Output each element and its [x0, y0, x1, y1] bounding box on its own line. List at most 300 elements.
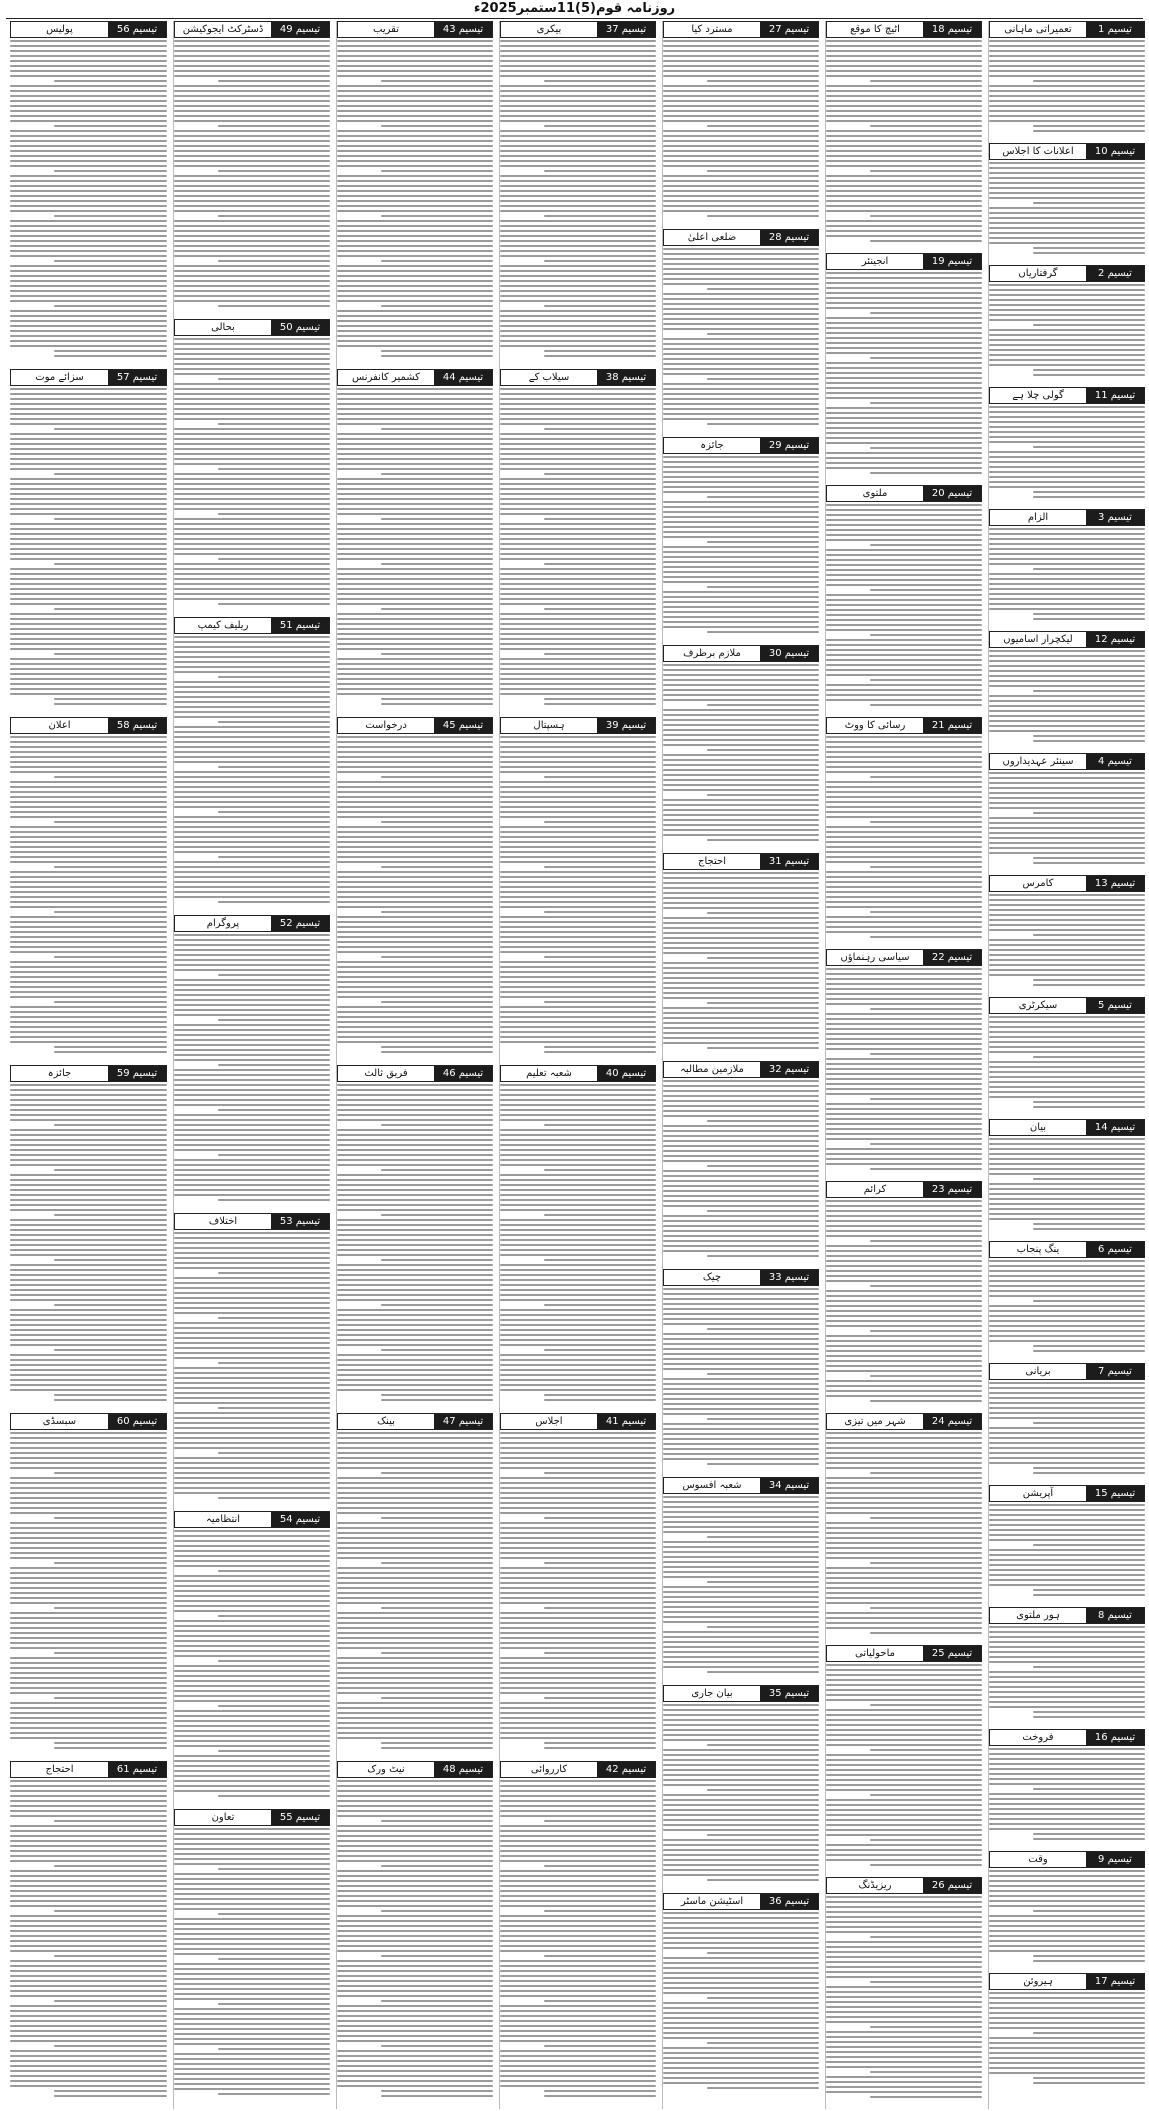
text-line: [826, 791, 982, 793]
text-line: [174, 954, 330, 956]
text-line: [174, 1888, 330, 1890]
text-line: [337, 1041, 493, 1043]
text-line: [337, 1732, 493, 1734]
text-line: [10, 1647, 167, 1649]
story-number: تیسیم 32: [760, 1062, 818, 1077]
text-line: [663, 1631, 819, 1633]
text-line: [663, 1343, 819, 1345]
story-body-text: [989, 406, 1145, 502]
text-line: [10, 1582, 167, 1584]
text-line: [174, 1550, 330, 1552]
text-line: [826, 1532, 982, 1534]
text-line: [500, 1617, 656, 1619]
text-line: [10, 951, 167, 953]
text-line: [174, 1462, 330, 1464]
text-line: [174, 2053, 330, 2055]
text-line: [500, 1567, 656, 1569]
text-line: [174, 1893, 330, 1895]
text-line: [663, 952, 819, 954]
text-line: [989, 2052, 1145, 2054]
text-line: [174, 1943, 330, 1945]
text-line: [826, 1764, 982, 1766]
text-line: [826, 1542, 982, 1544]
text-line: [174, 1232, 330, 1234]
text-line: [663, 328, 819, 330]
text-line: [826, 1557, 982, 1559]
text-line: [337, 1935, 493, 1937]
text-line: [174, 523, 330, 525]
text-line: [337, 1189, 493, 1191]
text-line: [989, 1930, 1145, 1932]
story-title: گولی چلا ہے: [990, 388, 1086, 403]
text-line: [337, 280, 493, 282]
story-body-text: [663, 456, 819, 638]
text-line: [174, 716, 330, 718]
text-line: [663, 1125, 819, 1127]
news-story: [500, 1065, 656, 1410]
text-line: [826, 1457, 982, 1459]
text-line: [989, 431, 1145, 433]
text-line: [218, 1019, 330, 1021]
text-line: [337, 986, 493, 988]
text-line: [337, 433, 493, 435]
text-line: [500, 195, 656, 197]
text-line: [174, 1720, 330, 1722]
text-line: [707, 839, 819, 841]
text-line: [337, 275, 493, 277]
text-line: [989, 1158, 1145, 1160]
text-line: [337, 1329, 493, 1331]
story-body-text: [663, 1496, 819, 1678]
text-line: [989, 720, 1145, 722]
text-line: [870, 634, 982, 636]
text-line: [10, 1359, 167, 1361]
text-line: [337, 478, 493, 480]
text-line: [500, 1011, 656, 1013]
text-line: [10, 1677, 167, 1679]
text-line: [500, 1031, 656, 1033]
text-line: [989, 822, 1145, 824]
text-line: [10, 543, 167, 545]
story-title: بیکری: [501, 22, 597, 37]
text-line: [663, 1115, 819, 1117]
text-line: [826, 1295, 982, 1297]
text-line: [174, 1482, 330, 1484]
text-line: [989, 588, 1145, 590]
text-line: [337, 175, 493, 177]
text-line: [500, 1632, 656, 1634]
story-title: شعبہ تعلیم: [501, 1066, 597, 1081]
story-body-text: [663, 1704, 819, 1886]
text-line: [174, 1382, 330, 1384]
text-line: [174, 1560, 330, 1562]
text-line: [544, 1910, 656, 1912]
text-line: [10, 230, 167, 232]
text-line: [500, 1825, 656, 1827]
text-line: [54, 428, 167, 430]
text-line: [337, 633, 493, 635]
text-line: [826, 2011, 982, 2013]
text-line: [174, 2068, 330, 2070]
text-line: [174, 578, 330, 580]
text-line: [826, 342, 982, 344]
text-line: [989, 115, 1145, 117]
text-line: [989, 1763, 1145, 1765]
text-line: [989, 1885, 1145, 1887]
text-line: [707, 1744, 819, 1746]
text-line: [54, 1697, 167, 1699]
text-line: [174, 553, 330, 555]
text-line: [500, 100, 656, 102]
text-line: [663, 699, 819, 701]
story-number: تیسیم 36: [760, 1894, 818, 1909]
text-line: [10, 623, 167, 625]
text-line: [10, 1329, 167, 1331]
text-line: [337, 1144, 493, 1146]
text-line: [174, 776, 330, 778]
text-line: [989, 441, 1145, 443]
text-line: [174, 771, 330, 773]
text-line: [663, 150, 819, 152]
text-line: [174, 1625, 330, 1627]
text-line: [10, 1935, 167, 1937]
text-line: [989, 538, 1145, 540]
story-number: تیسیم 38: [597, 370, 655, 385]
text-line: [544, 2045, 656, 2047]
text-line: [337, 458, 493, 460]
text-line: [174, 994, 330, 996]
text-line: [500, 1219, 656, 1221]
text-line: [381, 1051, 493, 1053]
text-line: [989, 1696, 1145, 1698]
story-heading: [989, 1119, 1145, 1136]
text-line: [989, 232, 1145, 234]
text-line: [500, 761, 656, 763]
text-line: [337, 165, 493, 167]
text-line: [826, 1709, 982, 1711]
text-line: [663, 566, 819, 568]
story-title: پولیس: [11, 22, 108, 37]
text-line: [663, 829, 819, 831]
text-line: [826, 1814, 982, 1816]
text-line: [337, 1254, 493, 1256]
text-line: [174, 383, 330, 385]
text-line: [826, 1497, 982, 1499]
text-line: [174, 1595, 330, 1597]
text-line: [500, 398, 656, 400]
text-line: [337, 393, 493, 395]
text-line: [174, 2078, 330, 2080]
text-line: [10, 1109, 167, 1111]
text-line: [174, 866, 330, 868]
text-line: [826, 1552, 982, 1554]
text-line: [500, 1860, 656, 1862]
text-line: [337, 1617, 493, 1619]
text-line: [337, 523, 493, 525]
text-line: [337, 150, 493, 152]
text-line: [337, 751, 493, 753]
text-line: [337, 1970, 493, 1972]
text-line: [218, 468, 330, 470]
text-line: [218, 1109, 330, 1111]
story-number: تیسیم 44: [434, 370, 492, 385]
text-line: [826, 1335, 982, 1337]
text-line: [989, 603, 1145, 605]
text-line: [10, 1717, 167, 1719]
text-line: [500, 2035, 656, 2037]
text-line: [989, 212, 1145, 214]
text-line: [337, 1364, 493, 1366]
text-line: [174, 240, 330, 242]
text-line: [1033, 1838, 1145, 1840]
text-line: [663, 967, 819, 969]
text-line: [174, 964, 330, 966]
text-line: [500, 1447, 656, 1449]
text-line: [10, 668, 167, 670]
text-line: [337, 1810, 493, 1812]
text-line: [989, 1310, 1145, 1312]
text-line: [174, 1024, 330, 1026]
story-title: ماحولیاتی: [827, 1646, 923, 1661]
story-title: تقریب: [338, 22, 434, 37]
text-line: [989, 543, 1145, 545]
text-line: [826, 272, 982, 274]
text-line: [500, 771, 656, 773]
text-line: [10, 806, 167, 808]
text-line: [826, 811, 982, 813]
text-line: [989, 685, 1145, 687]
text-line: [1033, 1666, 1145, 1668]
text-line: [663, 616, 819, 618]
text-line: [544, 1652, 656, 1654]
text-line: [218, 1362, 330, 1364]
text-line: [54, 473, 167, 475]
text-line: [10, 568, 167, 570]
text-line: [663, 110, 819, 112]
text-line: [500, 583, 656, 585]
text-line: [381, 125, 493, 127]
text-line: [989, 1875, 1145, 1877]
text-line: [174, 593, 330, 595]
text-line: [826, 1577, 982, 1579]
text-line: [826, 1627, 982, 1629]
text-line: [337, 413, 493, 415]
text-line: [218, 215, 330, 217]
text-line: [870, 357, 982, 359]
text-line: [989, 110, 1145, 112]
text-line: [826, 998, 982, 1000]
text-line: [826, 1824, 982, 1826]
text-line: [10, 1970, 167, 1972]
text-line: [337, 335, 493, 337]
text-line: [174, 1049, 330, 1051]
text-line: [663, 45, 819, 47]
text-line: [337, 1627, 493, 1629]
text-line: [54, 350, 167, 352]
text-line: [989, 1584, 1145, 1586]
text-line: [500, 991, 656, 993]
text-line: [663, 1912, 819, 1914]
text-line: [826, 352, 982, 354]
text-line: [989, 1086, 1145, 1088]
text-line: [337, 1036, 493, 1038]
text-line: [174, 1352, 330, 1354]
story-heading: [174, 1213, 330, 1230]
story-title: ینگ پنجاب: [990, 1242, 1086, 1257]
text-line: [10, 786, 167, 788]
text-line: [337, 1384, 493, 1386]
text-line: [989, 1295, 1145, 1297]
text-line: [989, 1198, 1145, 1200]
text-line: [663, 1215, 819, 1217]
text-line: [10, 1269, 167, 1271]
text-line: [663, 1794, 819, 1796]
text-line: [544, 1046, 656, 1048]
text-line: [989, 2047, 1145, 2049]
text-line: [10, 1895, 167, 1897]
text-line: [10, 418, 167, 420]
text-line: [707, 215, 819, 217]
story-body-text: [989, 40, 1145, 136]
text-line: [826, 1148, 982, 1150]
text-line: [989, 421, 1145, 423]
text-line: [989, 1285, 1145, 1287]
text-line: [337, 1547, 493, 1549]
text-line: [10, 393, 167, 395]
text-line: [337, 1612, 493, 1614]
text-line: [989, 2057, 1145, 2059]
text-line: [174, 45, 330, 47]
text-line: [500, 573, 656, 575]
text-line: [500, 553, 656, 555]
text-line: [174, 1039, 330, 1041]
text-line: [826, 993, 982, 995]
text-line: [663, 348, 819, 350]
text-line: [500, 2085, 656, 2087]
text-line: [1033, 496, 1145, 498]
text-line: [989, 842, 1145, 844]
text-line: [826, 1133, 982, 1135]
text-line: [989, 929, 1145, 931]
text-line: [174, 1620, 330, 1622]
text-line: [826, 886, 982, 888]
text-line: [10, 2040, 167, 2042]
text-line: [500, 871, 656, 873]
text-line: [337, 315, 493, 317]
story-number: تیسیم 45: [434, 718, 492, 733]
text-line: [663, 1749, 819, 1751]
text-line: [663, 2072, 819, 2074]
story-title: انتظامیہ: [175, 1512, 271, 1527]
text-line: [826, 1103, 982, 1105]
text-line: [663, 461, 819, 463]
text-line: [174, 1034, 330, 1036]
text-line: [989, 914, 1145, 916]
text-line: [500, 896, 656, 898]
text-line: [544, 1169, 656, 1171]
text-line: [870, 589, 982, 591]
text-line: [1033, 1223, 1145, 1225]
text-line: [989, 909, 1145, 911]
text-line: [663, 1531, 819, 1533]
text-line: [826, 2001, 982, 2003]
text-line: [337, 1602, 493, 1604]
text-line: [826, 397, 982, 399]
text-line: [337, 60, 493, 62]
text-line: [1033, 613, 1145, 615]
text-line: [10, 628, 167, 630]
text-line: [826, 1048, 982, 1050]
text-line: [337, 1134, 493, 1136]
story-heading: [663, 1061, 819, 1078]
text-line: [10, 1482, 167, 1484]
text-line: [10, 658, 167, 660]
news-story: [989, 1241, 1145, 1360]
text-line: [10, 1925, 167, 1927]
text-line: [707, 170, 819, 172]
text-line: [500, 826, 656, 828]
text-line: [663, 1323, 819, 1325]
text-line: [826, 901, 982, 903]
text-line: [663, 2052, 819, 2054]
text-line: [663, 719, 819, 721]
text-line: [174, 448, 330, 450]
text-line: [337, 2040, 493, 2042]
text-line: [337, 1880, 493, 1882]
text-line: [174, 1149, 330, 1151]
text-line: [826, 509, 982, 511]
text-line: [1033, 1056, 1145, 1058]
text-line: [10, 2005, 167, 2007]
text-line: [54, 698, 167, 700]
news-story: [989, 387, 1145, 506]
text-line: [989, 364, 1145, 366]
text-line: [10, 588, 167, 590]
text-line: [663, 789, 819, 791]
story-title: تعمیراتی ماہانی: [990, 22, 1086, 37]
text-line: [989, 787, 1145, 789]
text-line: [337, 736, 493, 738]
text-line: [337, 693, 493, 695]
text-line: [1033, 1106, 1145, 1108]
story-number: تیسیم 60: [108, 1414, 166, 1429]
text-line: [500, 85, 656, 87]
text-line: [337, 1925, 493, 1927]
text-line: [826, 1779, 982, 1781]
text-line: [337, 971, 493, 973]
text-line: [337, 1379, 493, 1381]
story-heading: [337, 369, 493, 386]
text-line: [10, 275, 167, 277]
text-line: [174, 656, 330, 658]
story-heading: [826, 1181, 982, 1198]
text-line: [1033, 1345, 1145, 1347]
story-title: وقت: [990, 1852, 1086, 1867]
text-line: [989, 1823, 1145, 1825]
story-heading: [500, 1065, 656, 1082]
text-line: [10, 926, 167, 928]
text-line: [174, 1437, 330, 1439]
text-line: [500, 135, 656, 137]
text-line: [826, 452, 982, 454]
text-line: [500, 786, 656, 788]
text-line: [663, 972, 819, 974]
text-line: [174, 2028, 330, 2030]
text-line: [500, 70, 656, 72]
text-line: [10, 1687, 167, 1689]
text-line: [1033, 1594, 1145, 1596]
text-line: [174, 651, 330, 653]
